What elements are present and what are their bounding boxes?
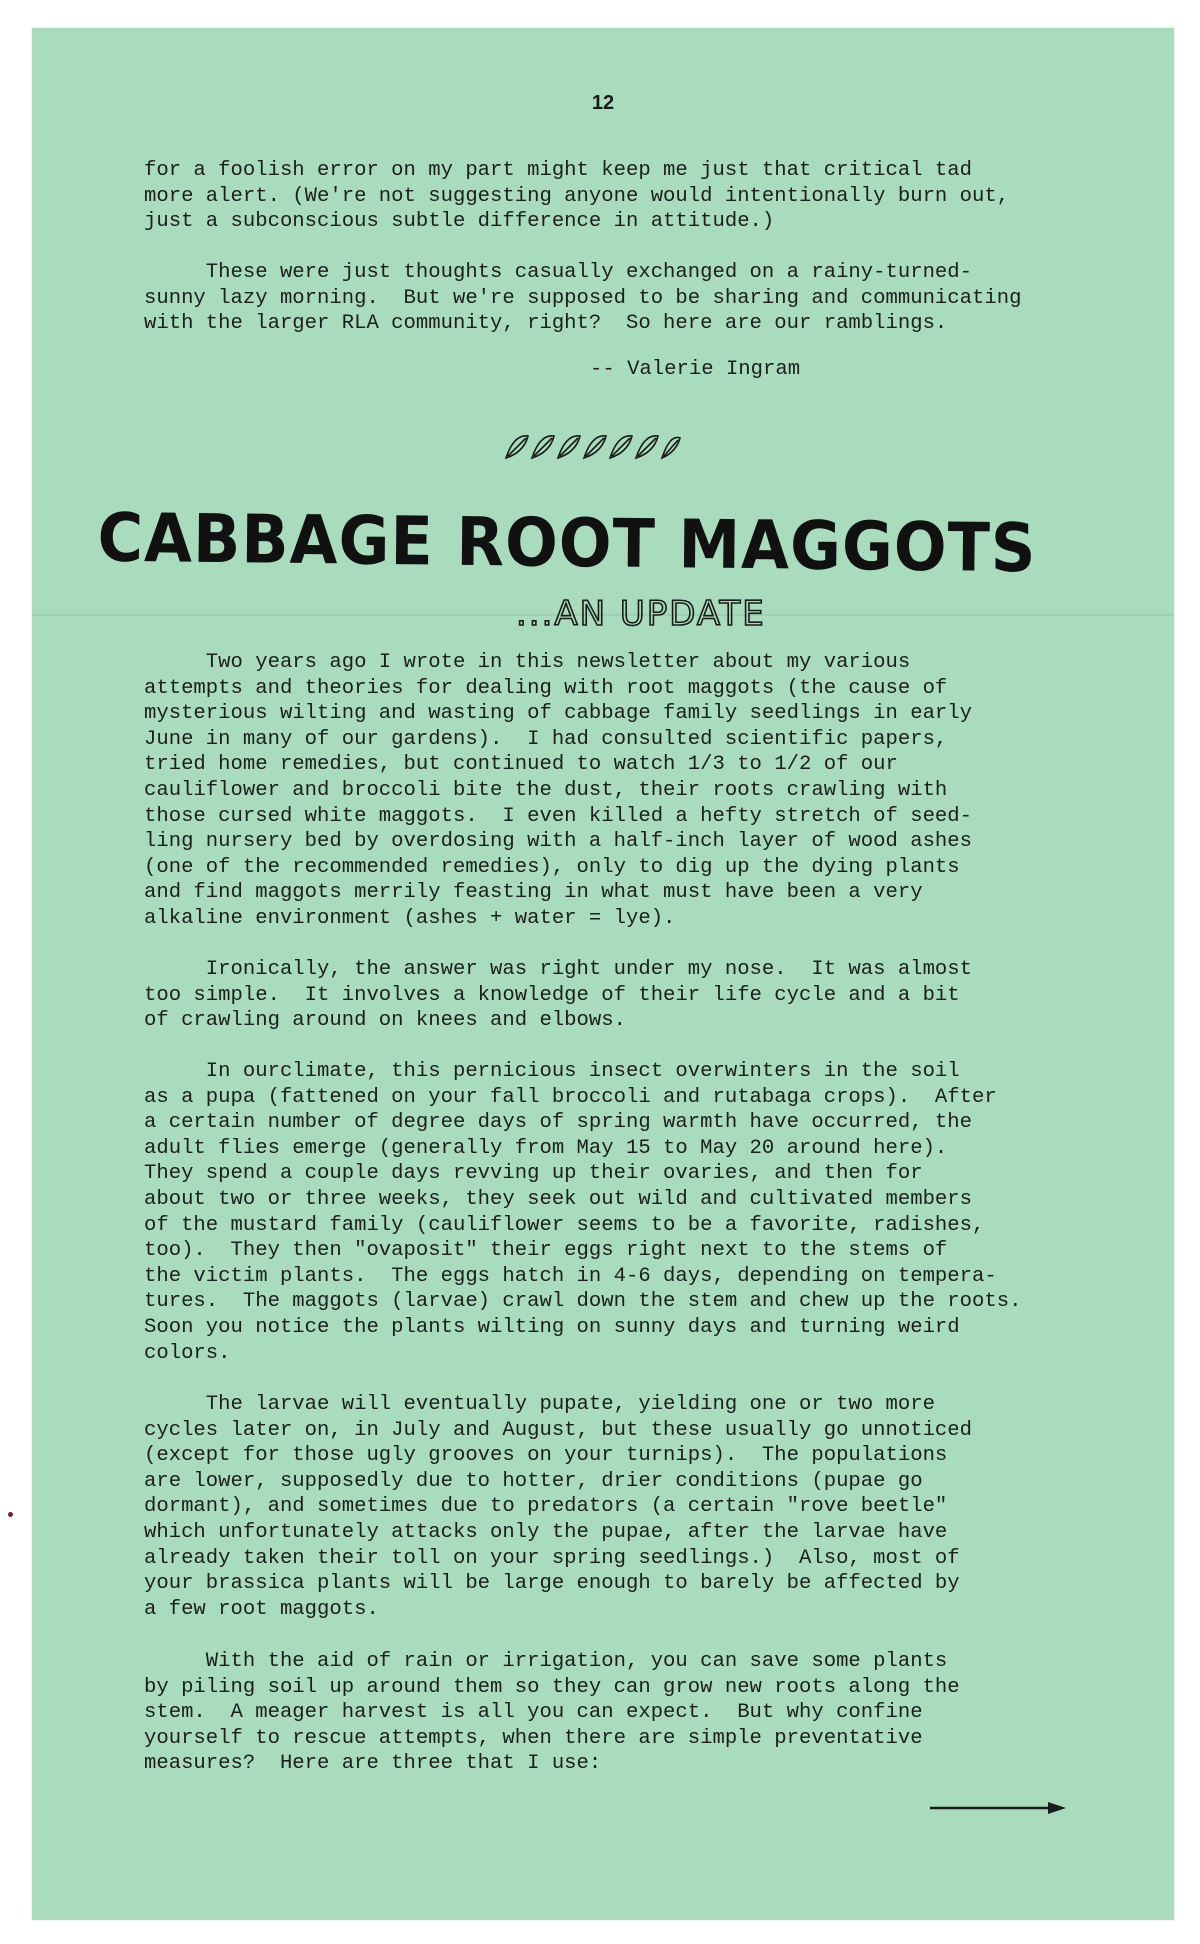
article-paragraph: Two years ago I wrote in this newsletter about my various attempts and theories for dealing with root maggots (the cause of mysterious wilting and wasting of cabbage family seedlings in early June in many of our gardens). I had consulted scientific papers, tried home remedies, but continued to watch 1/3 to 1/2 of our cauliflower and broccoli bite the dust, their roots crawling with those cursed white maggots. I even killed a hefty stretch of seed- ling nursery bed by overdosing with a half-inch layer of wood ashes (one of the recommended remedies), only to dig up the dying plants and find maggots merrily feasting in what must have been a very alkaline environment (ashes + water = lye). — [144, 651, 973, 930]
article-paragraph: In ourclimate, this pernicious insect overwinters in the soil as a pupa (fattened on your fall broccoli and rutabaga crops). After a certain number of degree days of spring warmth have occurred, the adult flies emerge (generally from May 15 to May 20 around here). They spend a couple days revving up their ovaries, and then for about two or three weeks, they seek out wild and cultivated members of the mustard family (cauliflower seems to be a favorite, radishes, too). They then "ovaposit" their eggs right next to the stems of the victim plants. The eggs hatch in 4-6 days, depending on tempera- tures. The maggots (larvae) crawl down the stem and chew up the roots. Soon you notice the plants wilting on sunny days and turning weird colors. — [144, 1060, 1022, 1365]
intro-paragraph: for a foolish error on my part might keep me just that critical tad more alert. (We're not suggesting anyone would intentionally burn out, just a subconscious subtle difference in attitude.) — [144, 159, 1010, 234]
newsletter-page — [32, 28, 1174, 1920]
article-paragraph: With the aid of rain or irrigation, you can save some plants by piling soil up around them so they can grow new roots along the stem. A meager harvest is all you can expect. But why confine yourself to rescue attempts, when there are simple preventative measures? Here are three that I use: — [144, 1650, 960, 1776]
author-signature: -- Valerie Ingram — [590, 358, 801, 381]
continue-arrow-icon — [928, 1800, 1068, 1816]
intro-paragraph: These were just thoughts casually exchanged on a rainy-turned- sunny lazy morning. But we're supposed to be sharing and communicating with the larger RLA community, right? So here are our ramblings. — [144, 261, 1022, 336]
leaf-row-ornament-icon — [502, 430, 682, 464]
article-subtitle: ...AN UPDATE — [516, 594, 766, 634]
article-title: CABBAGE ROOT MAGGOTS — [97, 498, 1037, 588]
paper-speck — [8, 1512, 13, 1517]
article-paragraph: Ironically, the answer was right under my nose. It was almost too simple. It involves a knowledge of their life cycle and a bit of crawling around on knees and elbows. — [144, 958, 973, 1033]
article-paragraph: The larvae will eventually pupate, yielding one or two more cycles later on, in July and August, but these usually go unnoticed (except for those ugly grooves on your turnips). The populations are lower, supposedly due to hotter, drier conditions (pupae go dormant), and sometimes due to predators (a certain "rove beetle" which unfortunately attacks only the pupae, after the larvae have already taken their toll on your spring seedlings.) Also, most of your brassica plants will be large enough to barely be affected by a few root maggots. — [144, 1393, 973, 1621]
page-number: 12 — [591, 92, 615, 114]
